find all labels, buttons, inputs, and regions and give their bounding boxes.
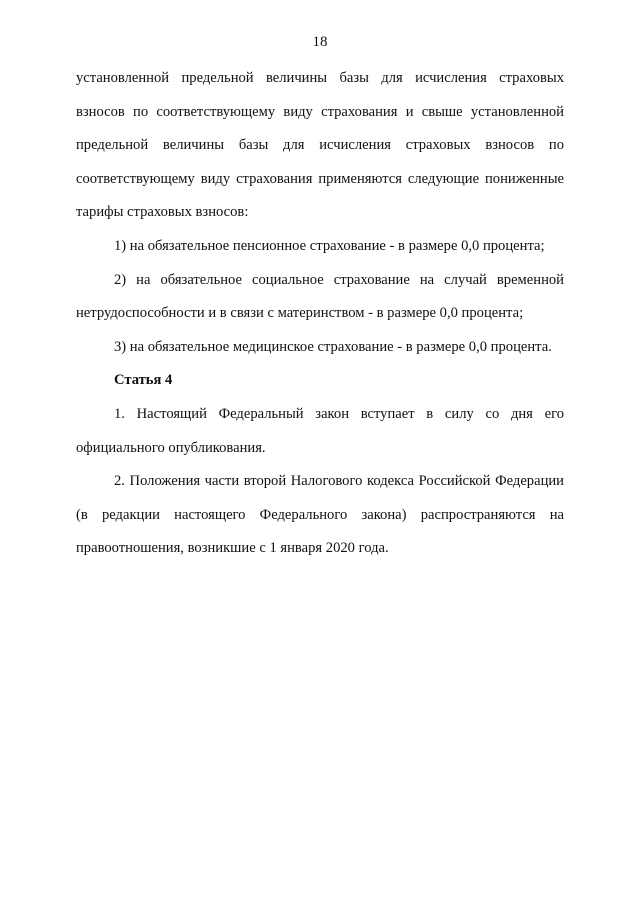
document-body	[76, 62, 564, 566]
list-item-social-insurance: 2) на обязательное социальное страхование на случай временной нетрудоспособности и в связи с материнством - в размере 0,0 процента;	[76, 271, 564, 322]
page-number: 18	[312, 34, 328, 50]
list-item-pension-insurance: 1) на обязательное пенсионное страхование - в размере 0,0 процента;	[114, 237, 545, 254]
list-item-medical-insurance: 3) на обязательное медицинское страхование - в размере 0,0 процента.	[114, 338, 552, 355]
article-clause-1: 1. Настоящий Федеральный закон вступает в силу со дня его официального опубликования.	[76, 405, 564, 456]
article-clause-2: 2. Положения части второй Налогового кодекса Российской Федерации (в редакции настоящего Федерального закона) распространяются на правоотношения, возникшие с 1 января 2020 года.	[76, 473, 564, 557]
article-heading: Статья 4	[114, 372, 173, 389]
paragraph-reduced-tariffs: установленной предельной величины базы для исчисления страховых взносов по соответствующему виду страхования и свыше установленной предельной величины базы для исчисления страховых взносов по соответствующему виду страхования применяются следующие пониженные тарифы страховых взносов:	[76, 70, 564, 221]
